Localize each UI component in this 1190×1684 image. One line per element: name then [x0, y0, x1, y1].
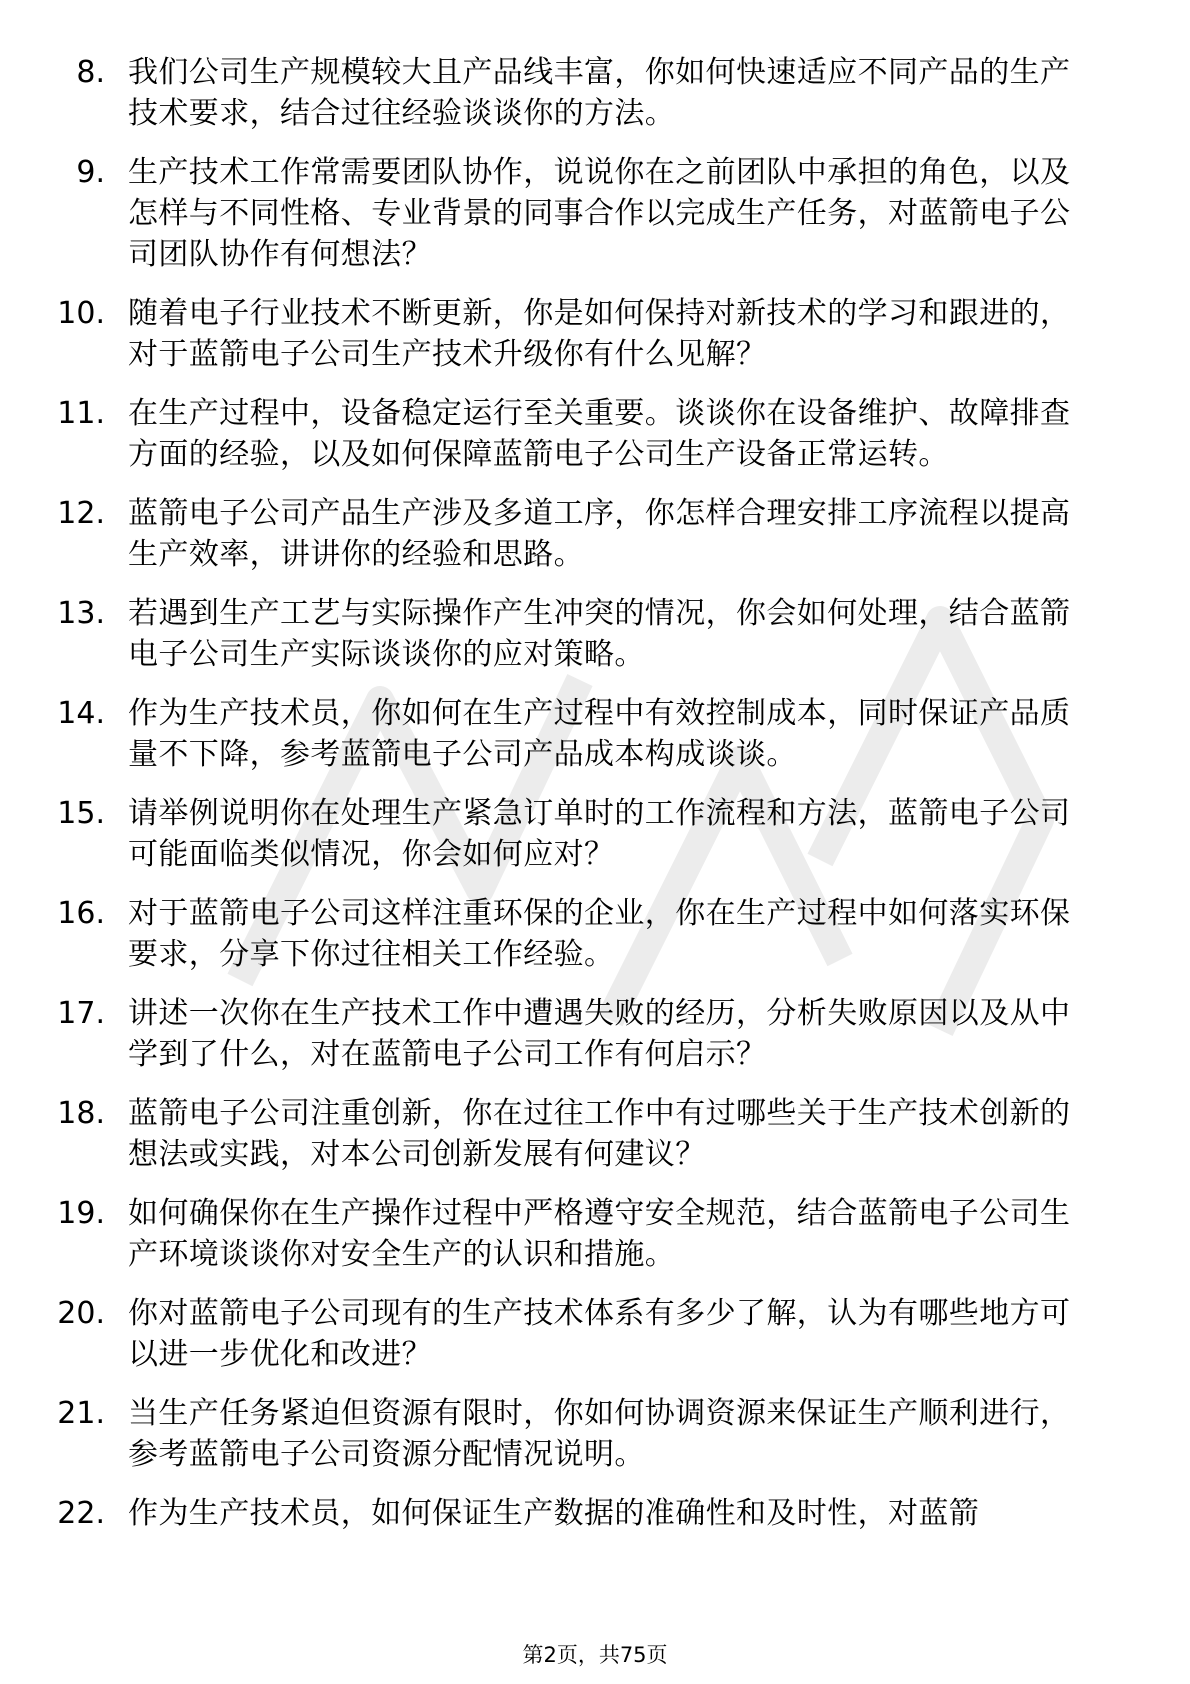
question-number: 10.: [57, 296, 105, 331]
question-number: 11.: [57, 396, 105, 431]
question-list: [0, 52, 1190, 1552]
question-number: 16.: [57, 896, 105, 931]
page-footer: 第2页，共75页: [522, 1643, 668, 1667]
question-text: 随着电子行业技术不断更新，你是如何保持对新技术的学习和跟进的，对于蓝箭电子公司生产技术升级你有什么见解？: [128, 296, 1071, 372]
question-text: 在生产过程中，设备稳定运行至关重要。谈谈你在设备维护、故障排查方面的经验，以及如何保障蓝箭电子公司生产设备正常运转。: [128, 396, 1071, 472]
question-number: 17.: [57, 996, 105, 1031]
question-text: 你对蓝箭电子公司现有的生产技术体系有多少了解，认为有哪些地方可以进一步优化和改进？: [128, 1296, 1071, 1372]
question-item: [0, 52, 1190, 134]
question-text: 当生产任务紧迫但资源有限时，你如何协调资源来保证生产顺利进行，参考蓝箭电子公司资源分配情况说明。: [128, 1396, 1071, 1472]
question-item: [0, 893, 1190, 975]
question-text: 请举例说明你在处理生产紧急订单时的工作流程和方法，蓝箭电子公司可能面临类似情况，你会如何应对？: [128, 796, 1071, 872]
question-item: [0, 993, 1190, 1075]
question-number: 22.: [57, 1496, 105, 1531]
question-number: 8.: [76, 55, 105, 90]
question-item: [0, 1193, 1190, 1275]
question-number: 9.: [76, 155, 105, 190]
question-item: [0, 693, 1190, 775]
question-text: 蓝箭电子公司注重创新，你在过往工作中有过哪些关于生产技术创新的想法或实践，对本公司创新发展有何建议？: [128, 1096, 1071, 1172]
question-number: 20.: [57, 1296, 105, 1331]
question-item: [0, 793, 1190, 875]
question-item: [0, 593, 1190, 675]
question-number: 18.: [57, 1096, 105, 1131]
question-item: [0, 1093, 1190, 1175]
question-item: [0, 393, 1190, 475]
question-number: 19.: [57, 1196, 105, 1231]
question-item: [0, 152, 1190, 275]
question-number: 21.: [57, 1396, 105, 1431]
question-text: 讲述一次你在生产技术工作中遭遇失败的经历，分析失败原因以及从中学到了什么，对在蓝箭电子公司工作有何启示？: [128, 996, 1071, 1072]
question-text: 生产技术工作常需要团队协作，说说你在之前团队中承担的角色，以及怎样与不同性格、专业背景的同事合作以完成生产任务，对蓝箭电子公司团队协作有何想法？: [128, 155, 1071, 272]
question-item: [0, 1493, 1190, 1534]
question-text: 作为生产技术员，你如何在生产过程中有效控制成本，同时保证产品质量不下降，参考蓝箭电子公司产品成本构成谈谈。: [128, 696, 1071, 772]
question-number: 15.: [57, 796, 105, 831]
question-item: [0, 1293, 1190, 1375]
question-number: 12.: [57, 496, 105, 531]
question-number: 13.: [57, 596, 105, 631]
question-item: [0, 493, 1190, 575]
question-number: 14.: [57, 696, 105, 731]
question-text: 如何确保你在生产操作过程中严格遵守安全规范，结合蓝箭电子公司生产环境谈谈你对安全生产的认识和措施。: [128, 1196, 1071, 1272]
question-text: 对于蓝箭电子公司这样注重环保的企业，你在生产过程中如何落实环保要求，分享下你过往相关工作经验。: [128, 896, 1071, 972]
question-item: [0, 1393, 1190, 1475]
question-text: 我们公司生产规模较大且产品线丰富，你如何快速适应不同产品的生产技术要求，结合过往经验谈谈你的方法。: [128, 55, 1071, 131]
question-text: 作为生产技术员，如何保证生产数据的准确性和及时性，对蓝箭: [128, 1496, 980, 1531]
question-item: [0, 293, 1190, 375]
question-text: 蓝箭电子公司产品生产涉及多道工序，你怎样合理安排工序流程以提高生产效率，讲讲你的经验和思路。: [128, 496, 1071, 572]
question-text: 若遇到生产工艺与实际操作产生冲突的情况，你会如何处理，结合蓝箭电子公司生产实际谈谈你的应对策略。: [128, 596, 1071, 672]
